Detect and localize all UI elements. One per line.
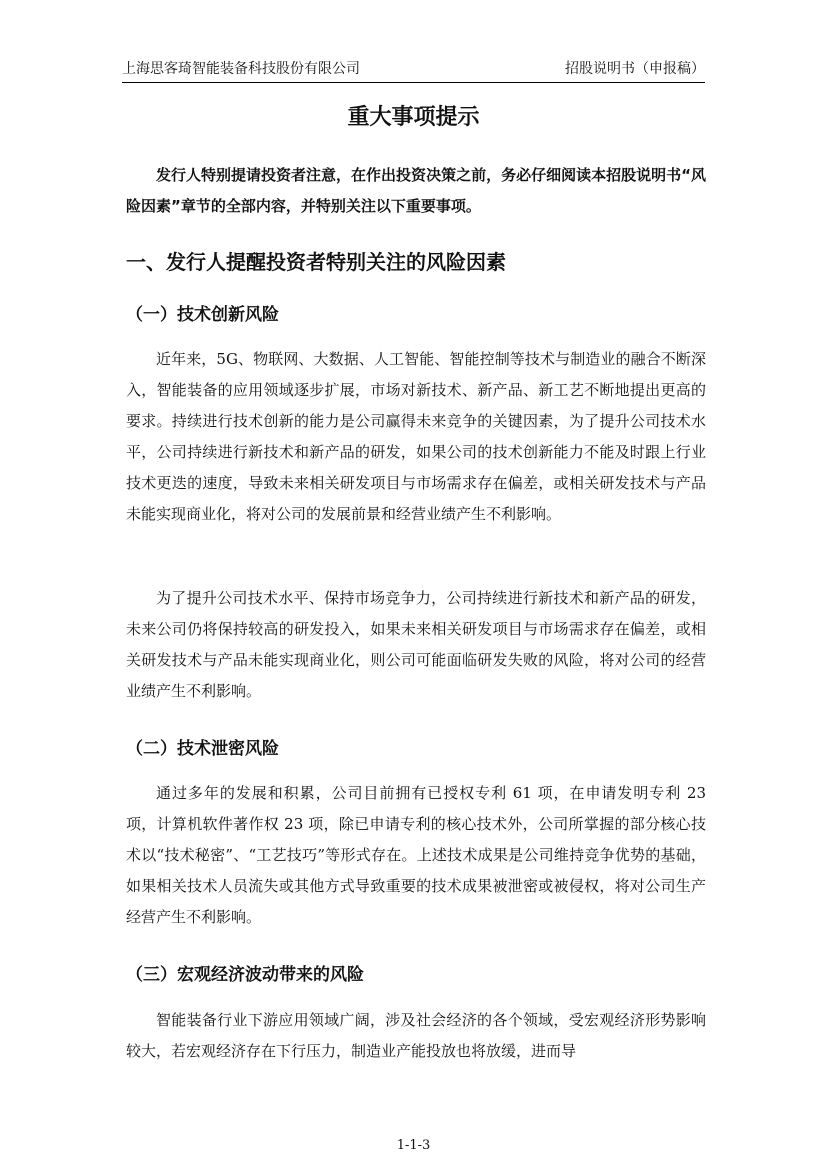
- page-number: 1-1-3: [396, 1138, 431, 1153]
- paragraph-tech-innovation-1: 近年来，5G、物联网、大数据、人工智能、智能控制等技术与制造业的融合不断深入，智能装备的应用领域逐步扩展，市场对新技术、新产品、新工艺不断地提出更高的要求。持续进行技术创新的能力是公司赢得未来竞争的关键因素，为了提升公司技术水平，公司持续进行新技术和新产品的研发，如果公司的技术创新能力不能及时跟上行业技术更迭的速度，导致未来相关研发项目与市场需求存在偏差，或相关研发技术与产品未能实现商业化，将对公司的发展前景和经营业绩产生不利影响。: [126, 350, 706, 523]
- paragraph-tech-leak: 通过多年的发展和积累，公司目前拥有已授权专利 61 项，在申请发明专利 23 项，计算机软件著作权 23 项，除已申请专利的核心技术外，公司所掌握的部分核心技术以“技术秘密”、“工艺技巧”等形式存在。上述技术成果是公司维持竞争优势的基础，如果相关技术人员流失或其他方式导致重要的技术成果被泄密或被侵权，将对公司生产经营产生不利影响。: [126, 784, 706, 926]
- subsection-heading-macro-economy: （三）宏观经济波动带来的风险: [126, 965, 364, 985]
- header-doc-type: 招股说明书（申报稿）: [565, 61, 705, 77]
- intro-paragraph: 发行人特别提请投资者注意，在作出投资决策之前，务必仔细阅读本招股说明书“风险因素”章节的全部内容，并特别关注以下重要事项。: [126, 166, 706, 215]
- header-rule: [122, 82, 705, 83]
- paragraph-macro-economy: 智能装备行业下游应用领域广阔，涉及社会经济的各个领域，受宏观经济形势影响较大，若宏观经济存在下行压力，制造业产能投放也将放缓，进而导: [126, 1011, 706, 1060]
- header-company: 上海思客琦智能装备科技股份有限公司: [122, 61, 360, 77]
- page-title: 重大事项提示: [347, 105, 480, 130]
- subsection-heading-tech-leak: （二）技术泄密风险: [126, 739, 279, 759]
- subsection-heading-tech-innovation: （一）技术创新风险: [126, 305, 279, 325]
- section-heading-risk-factors: 一、发行人提醒投资者特别关注的风险因素: [126, 250, 506, 274]
- paragraph-tech-innovation-2: 为了提升公司技术水平、保持市场竞争力，公司持续进行新技术和新产品的研发，未来公司仍将保持较高的研发投入，如果未来相关研发项目与市场需求存在偏差，或相关研发技术与产品未能实现商业化，则公司可能面临研发失败的风险，将对公司的经营业绩产生不利影响。: [126, 589, 706, 700]
- page-header: [122, 58, 705, 80]
